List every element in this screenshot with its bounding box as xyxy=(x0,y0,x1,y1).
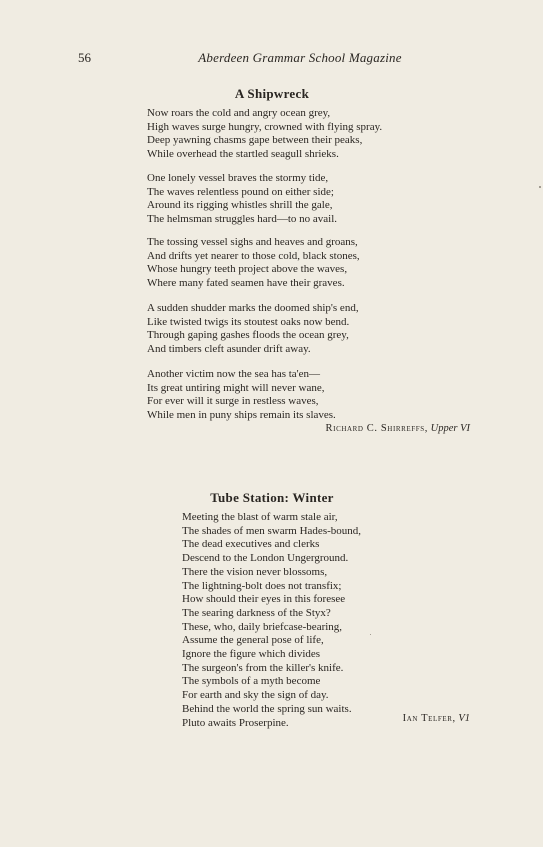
verse-line: Its great untiring might will never wane, xyxy=(147,381,325,394)
verse-line: A sudden shudder marks the doomed ship's end, xyxy=(147,302,359,314)
verse-line: The waves relentless pound on either side; xyxy=(147,185,334,198)
author-form: Upper VI xyxy=(430,423,470,434)
verse-line: Around its rigging whistles shrill the gale, xyxy=(147,199,333,211)
verse-line: And timbers cleft asunder drift away. xyxy=(147,342,311,355)
verse-line: Pluto awaits Proserpine. xyxy=(182,716,289,729)
poem-title-shipwreck: A Shipwreck xyxy=(234,86,310,101)
paper-speck xyxy=(370,634,371,635)
verse-line: Behind the world the spring sun waits. xyxy=(182,702,352,715)
verse-line: The dead executives and clerks xyxy=(182,538,320,551)
poem2-attribution xyxy=(403,713,470,724)
stanza-3 xyxy=(147,236,360,290)
verse-line: The shades of men swarm Hades-bound, xyxy=(182,524,362,537)
verse-line: One lonely vessel braves the stormy tide, xyxy=(147,172,329,184)
verse-line: The searing darkness of the Styx? xyxy=(182,606,331,619)
verse-line: The surgeon's from the killer's knife. xyxy=(182,661,344,674)
verse-line: Meeting the blast of warm stale air, xyxy=(182,511,338,523)
verse-line: Descend to the London Ungerground. xyxy=(182,552,349,565)
verse-line: While overhead the startled seagull shrieks. xyxy=(147,147,339,160)
verse-line: High waves surge hungry, crowned with flying spray. xyxy=(147,120,383,133)
verse-line: Where many fated seamen have their graves. xyxy=(147,276,345,289)
author-form: V1 xyxy=(458,713,470,724)
stanza-5 xyxy=(147,368,336,422)
author-name: Richard C. Shirreffs, xyxy=(325,423,428,434)
author-name: Ian Telfer, xyxy=(402,713,456,724)
verse-line: And drifts yet nearer to those cold, black stones, xyxy=(147,249,360,262)
verse-line: Whose hungry teeth project above the waves, xyxy=(147,263,348,275)
verse-line: Ignore the figure which divides xyxy=(182,648,321,661)
verse-line: For ever will it surge in restless waves, xyxy=(147,395,319,407)
paper-speck xyxy=(539,186,541,188)
verse-line: Through gaping gashes floods the ocean grey, xyxy=(147,329,349,341)
stanza-1 xyxy=(147,107,382,161)
verse-line: How should their eyes in this foresee xyxy=(182,593,346,606)
verse-line: Another victim now the sea has ta'en— xyxy=(147,368,321,380)
poem-title-tube-station: Tube Station: Winter xyxy=(210,490,334,505)
verse-line: These, who, daily briefcase-bearing, xyxy=(182,620,343,633)
verse-line: Like twisted twigs its stoutest oaks now bend. xyxy=(147,315,350,328)
page-number: 56 xyxy=(78,50,91,65)
verse-line: Assume the general pose of life, xyxy=(182,634,324,647)
poem1-attribution xyxy=(326,423,470,434)
verse-line: While men in puny ships remain its slaves. xyxy=(147,408,336,421)
verse-line: Deep yawning chasms gape between their peaks, xyxy=(147,134,363,146)
verse-line: There the vision never blossoms, xyxy=(182,565,328,578)
verse-line: Now roars the cold and angry ocean grey, xyxy=(147,107,331,119)
verse-line: The tossing vessel sighs and heaves and groans, xyxy=(147,236,358,248)
stanza-4 xyxy=(147,302,359,356)
verse-line: For earth and sky the sign of day. xyxy=(182,689,329,702)
verse-line: The symbols of a myth become xyxy=(182,675,321,688)
stanza-2 xyxy=(147,172,337,226)
verse-line: The lightning-bolt does not transfix; xyxy=(182,579,342,592)
running-header: Aberdeen Grammar School Magazine xyxy=(198,50,402,65)
verse-line: The helmsman struggles hard—to no avail. xyxy=(147,212,338,225)
poem2-body xyxy=(182,511,361,730)
